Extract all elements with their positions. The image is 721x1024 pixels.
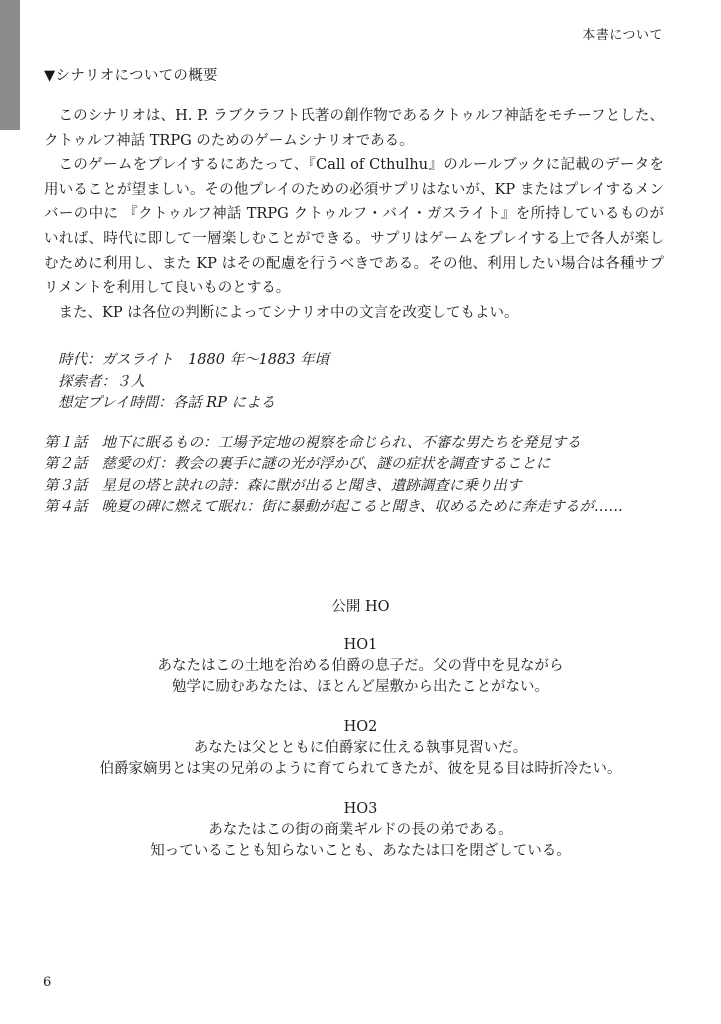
episode-text: 地下に眠るもの：工場予定地の視察を命じられ、不審な男たちを発見する <box>101 435 581 451</box>
running-header: 本書について <box>582 28 663 43</box>
episode-item <box>44 433 623 454</box>
public-ho-section <box>0 596 721 880</box>
ho-line: 知っていることも知らないことも、あなたは口を閉ざしている。 <box>150 843 571 859</box>
episode-number: 第１話 <box>44 435 88 451</box>
ho-item <box>0 716 721 780</box>
overview-paragraph: また、KP は各位の判断によってシナリオ中の文言を改変してもよい。 <box>58 304 519 321</box>
ho-label: HO1 <box>343 637 378 653</box>
ho-line: あなたは父とともに伯爵家に仕える執事見習いだ。 <box>193 740 528 756</box>
ho-line: あなたはこの街の商業ギルドの長の弟である。 <box>208 822 513 838</box>
episode-number: 第２話 <box>44 456 88 473</box>
episode-item <box>44 497 623 518</box>
episode-item <box>44 454 623 475</box>
meta-era: 時代：ガスライト 1880 年～1883 年頃 <box>58 352 330 368</box>
episode-text: 星見の塔と訣れの詩：森に獣が出ると聞き、遺跡調査に乗り出す <box>101 477 522 494</box>
meta-investigators: 探索者：３人 <box>58 373 145 390</box>
page-number: 6 <box>43 975 52 990</box>
episode-number: 第３話 <box>44 477 88 494</box>
episode-text: 晩夏の碑に燃えて眠れ：街に暴動が起こると聞き、収めるために奔走するが…… <box>101 498 623 515</box>
ho-item <box>0 798 721 862</box>
episode-number: 第４話 <box>44 498 88 515</box>
ho-line: 伯爵家嫡男とは実の兄弟のように育てられてきたが、彼を見る目は時折冷たい。 <box>99 761 622 777</box>
section-title: ▼シナリオについての概要 <box>44 68 218 84</box>
meta-playtime: 想定プレイ時間：各話 RP による <box>58 395 276 411</box>
scenario-meta <box>58 350 329 415</box>
overview-paragraph: このシナリオは、H. P. ラブクラフト氏著の創作物であるクトゥルフ神話をモチーフとした、クトゥルフ神話 TRPG のためのゲームシナリオである。 <box>44 108 664 149</box>
episode-text: 慈愛の灯：教会の裏手に謎の光が浮かび、謎の症状を調査することに <box>101 456 551 473</box>
ho-line: あなたはこの土地を治める伯爵の息子だ。父の背中を見ながら <box>157 658 564 674</box>
ho-line: 勉学に励むあなたは、ほとんど屋敷から出たことがない。 <box>172 679 549 695</box>
public-ho-title: 公開 HO <box>331 599 390 615</box>
overview-paragraph: このゲームをプレイするにあたって、『Call of Cthulhu』のルールブックに記載のデータを用いることが望ましい。その他プレイのための必須サプリはないが、KP またはプレイするメンバーの中に 『クトゥルフ神話 TRPG クトゥルフ・バイ・ガスライト』を所持しているものがいれば、時代に即して一層楽しむことができる。サプリはゲームをプレイする上で各人が楽しむために利用し、また KP はその配慮を行うべきである。その他、利用したい場合は各種サプリメントを利用して良いものとする。 <box>44 157 664 297</box>
overview-text <box>44 104 664 325</box>
ho-label: HO2 <box>343 719 378 735</box>
thumb-index-tab <box>0 0 20 130</box>
ho-item <box>0 634 721 698</box>
episode-item <box>44 476 623 497</box>
ho-label: HO3 <box>343 801 378 817</box>
episode-list <box>44 433 623 518</box>
